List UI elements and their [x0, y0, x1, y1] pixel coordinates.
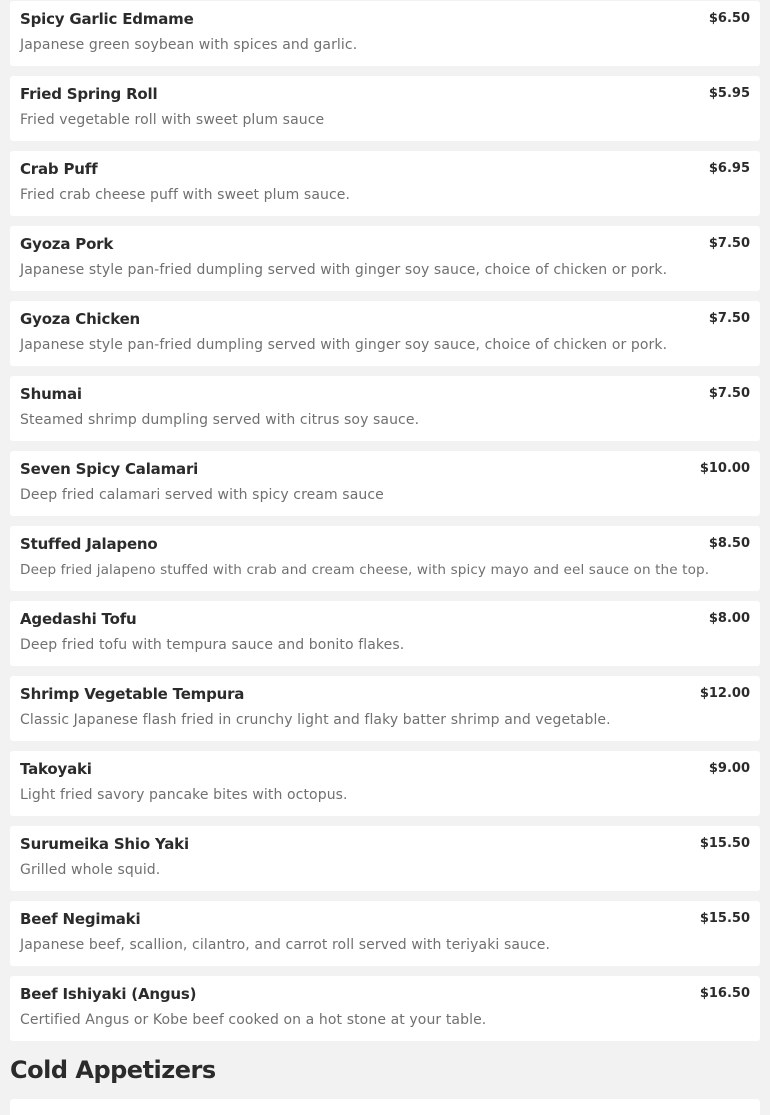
menu-item[interactable] [10, 826, 760, 891]
menu-item-description: Steamed shrimp dumpling served with citrus soy sauce. [20, 412, 420, 428]
menu-item-price: $10.00 [699, 461, 750, 476]
menu-item[interactable] [10, 451, 760, 516]
menu-item[interactable] [10, 226, 760, 291]
menu-item-price: $12.00 [699, 686, 750, 701]
menu-item-partial[interactable] [10, 1099, 760, 1115]
menu-item-description: Classic Japanese flash fried in crunchy light and flaky batter shrimp and vegetable. [20, 712, 611, 728]
menu-item-name: Stuffed Jalapeno [20, 535, 158, 553]
menu-item[interactable] [10, 901, 760, 966]
menu-item[interactable] [10, 526, 760, 591]
menu-item-name: Surumeika Shio Yaki [20, 835, 189, 853]
menu-item-name: Takoyaki [20, 760, 92, 778]
section-title: Cold Appetizers [10, 1056, 216, 1084]
menu-item-name: Beef Ishiyaki (Angus) [20, 985, 197, 1003]
menu-item-name: Gyoza Chicken [20, 310, 141, 328]
menu-item-description: Deep fried jalapeno stuffed with crab and cream cheese, with spicy mayo and eel sauce on the top. [20, 562, 710, 578]
menu-item-name: Fried Spring Roll [20, 85, 158, 103]
menu-item-price: $8.00 [708, 611, 750, 626]
menu-item-name: Crab Puff [20, 160, 98, 178]
menu-item-name: Shumai [20, 385, 82, 403]
menu-item-price: $15.50 [699, 911, 750, 926]
menu-item-description: Japanese style pan-fried dumpling served with ginger soy sauce, choice of chicken or pork. [20, 262, 668, 278]
menu-item-price: $6.95 [708, 161, 750, 176]
menu-item-price: $7.50 [708, 236, 750, 251]
menu-item[interactable] [10, 751, 760, 816]
menu-item-price: $16.50 [699, 986, 750, 1001]
menu-item[interactable] [10, 151, 760, 216]
menu-item-description: Deep fried tofu with tempura sauce and bonito flakes. [20, 637, 405, 653]
menu-item-description: Light fried savory pancake bites with octopus. [20, 787, 348, 803]
menu-item-description: Fried vegetable roll with sweet plum sauce [20, 112, 325, 128]
menu-item-description: Japanese beef, scallion, cilantro, and carrot roll served with teriyaki sauce. [20, 937, 551, 953]
menu-item-name: Gyoza Pork [20, 235, 114, 253]
menu-item-price: $6.50 [708, 11, 750, 26]
menu-item-name: Agedashi Tofu [20, 610, 137, 628]
menu-item-price: $5.95 [708, 86, 750, 101]
menu-item-name: Beef Negimaki [20, 910, 141, 928]
menu-item[interactable] [10, 376, 760, 441]
menu-item-price: $15.50 [699, 836, 750, 851]
menu-item-description: Certified Angus or Kobe beef cooked on a hot stone at your table. [20, 1012, 487, 1028]
menu-item-price: $7.50 [708, 386, 750, 401]
menu-item-description: Deep fried calamari served with spicy cream sauce [20, 487, 384, 503]
menu-item[interactable] [10, 1, 760, 66]
menu-item-name: Shrimp Vegetable Tempura [20, 685, 245, 703]
menu-item[interactable] [10, 601, 760, 666]
menu-item[interactable] [10, 76, 760, 141]
menu-item-description: Japanese green soybean with spices and garlic. [20, 37, 358, 53]
menu-item-price: $9.00 [708, 761, 750, 776]
menu-item-price: $7.50 [708, 311, 750, 326]
menu-item[interactable] [10, 301, 760, 366]
menu-item-name: Seven Spicy Calamari [20, 460, 199, 478]
menu-item-description: Japanese style pan-fried dumpling served with ginger soy sauce, choice of chicken or pork. [20, 337, 668, 353]
menu-item-name: Spicy Garlic Edmame [20, 10, 194, 28]
menu-item[interactable] [10, 676, 760, 741]
menu-item[interactable] [10, 976, 760, 1041]
menu-item-description: Grilled whole squid. [20, 862, 161, 878]
menu-item-price: $8.50 [708, 536, 750, 551]
menu-item-description: Fried crab cheese puff with sweet plum sauce. [20, 187, 351, 203]
